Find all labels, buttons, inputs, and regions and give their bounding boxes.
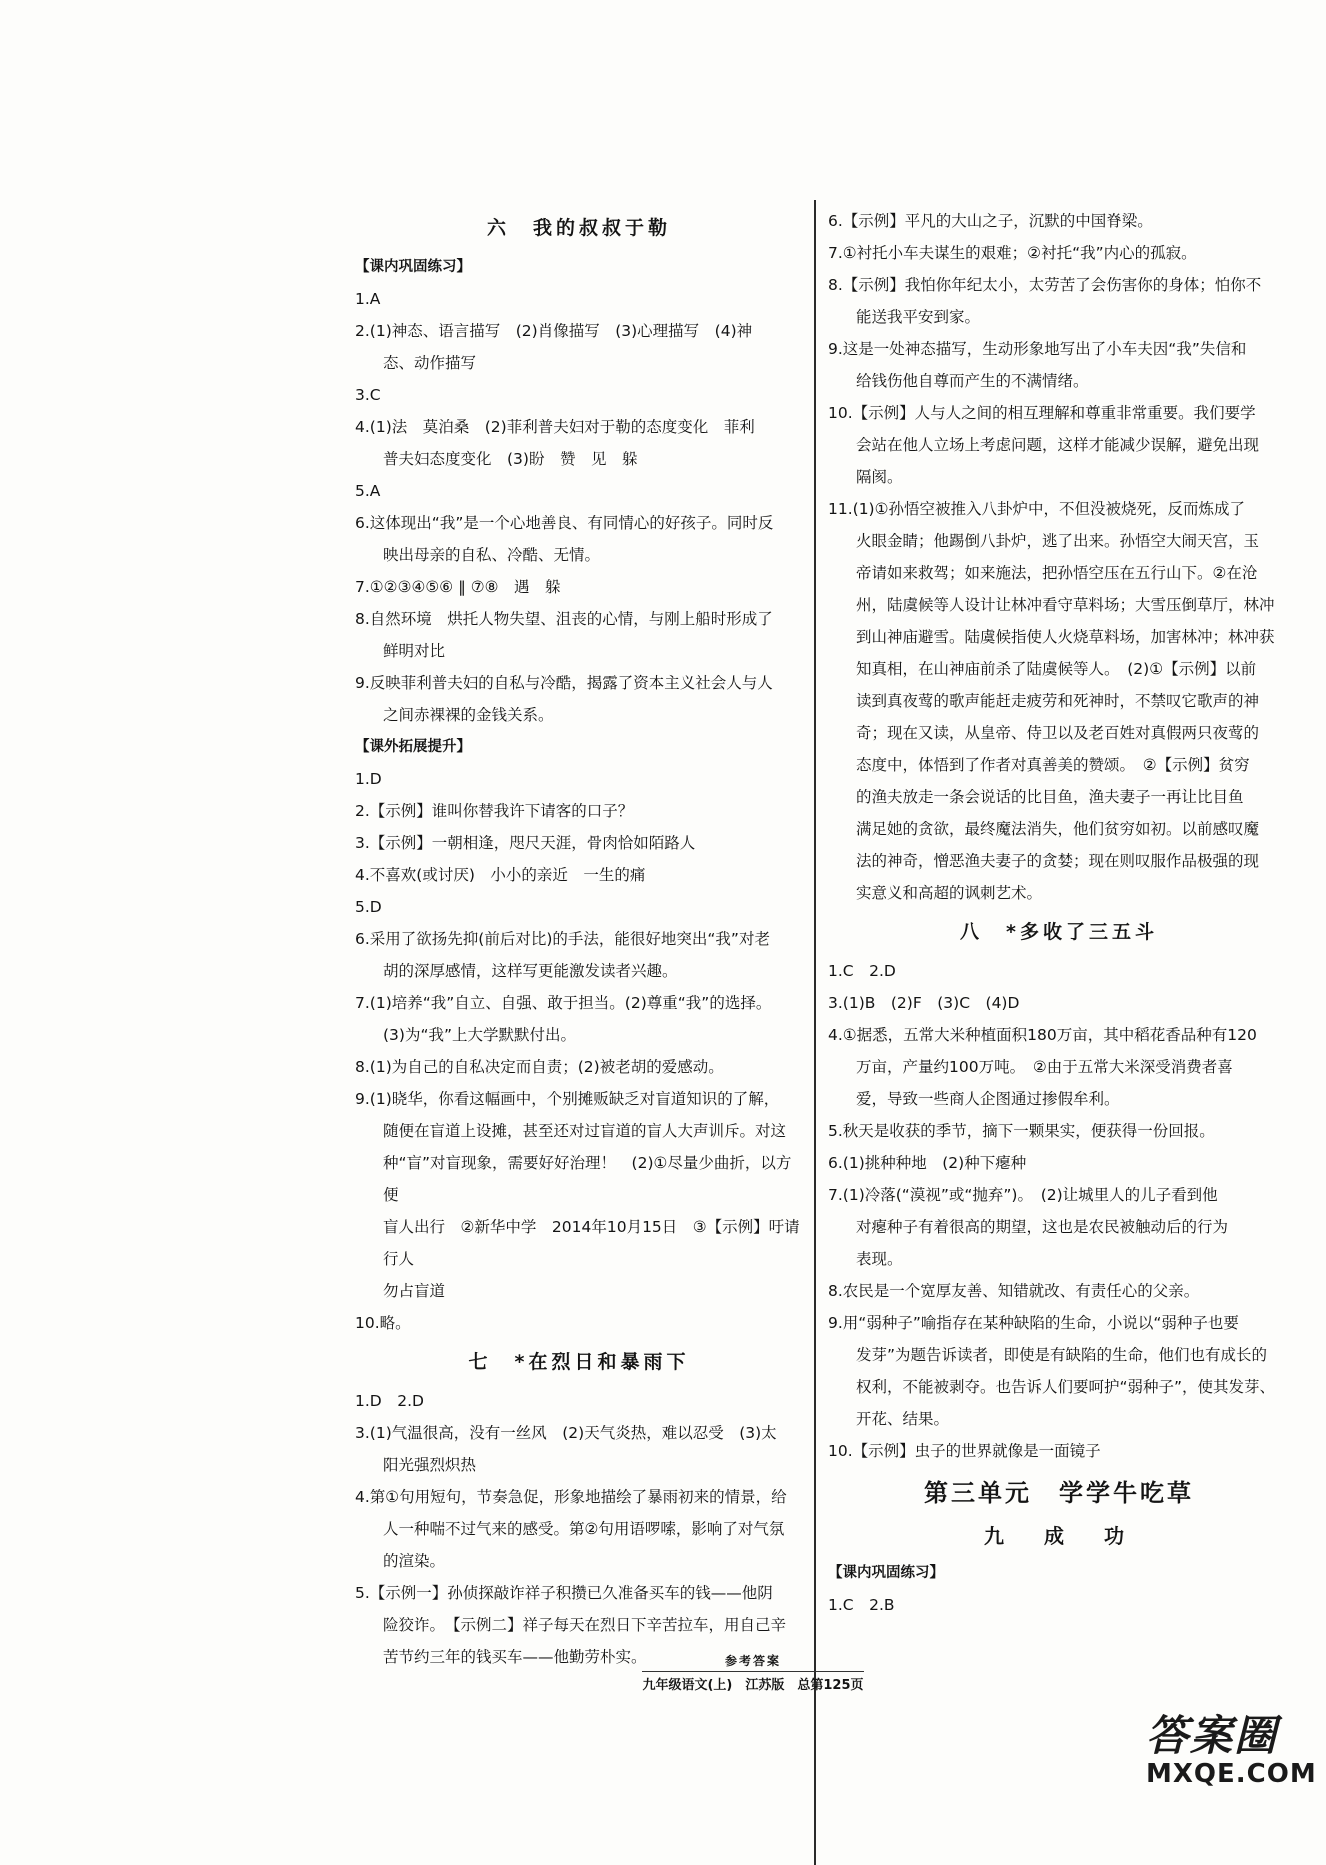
answer-line: 1.A	[355, 290, 381, 308]
answer-continuation-line: 苦节约三年的钱买车——他勤劳朴实。	[383, 1648, 647, 1666]
answer-line: 10.【示例】人与人之间的相互理解和尊重非常重要。我们要学	[828, 404, 1256, 422]
answer-line: 11.(1)①孙悟空被推入八卦炉中，不但没被烧死，反而炼成了	[828, 500, 1246, 518]
answer-continuation-line: 随便在盲道上设摊，甚至还对过盲道的盲人大声训斥。对这	[383, 1122, 787, 1140]
answer-continuation-line: 能送我平安到家。	[856, 308, 981, 326]
answer-item	[355, 1051, 803, 1083]
answer-continuation-line: 万亩，产量约100万吨。 ②由于五常大米深受消费者喜	[856, 1058, 1233, 1076]
answer-continuation-line: 给钱伤他自尊而产生的不满情绪。	[856, 372, 1089, 390]
answer-continuation-line: 胡的深厚感情，这样写更能激发读者兴趣。	[383, 962, 678, 980]
answer-continuation-line: 法的神奇，憎恶渔夫妻子的贪婪；现在则叹服作品极强的现	[856, 852, 1260, 870]
answer-continuation-line: 态、动作描写	[383, 354, 477, 372]
lesson7-continued-list	[828, 205, 1290, 909]
lesson9-title: 九 成 功	[984, 1524, 1134, 1548]
answer-continuation-line: (3)为“我”上大学默默付出。	[383, 1026, 577, 1044]
answer-line: 9.(1)晓华，你看这幅画中，个别摊贩缺乏对盲道知识的了解，	[355, 1090, 780, 1108]
answer-line: 1.D	[355, 770, 382, 788]
answer-continuation-line: 之间赤裸裸的金钱关系。	[383, 706, 554, 724]
answer-item	[355, 315, 803, 379]
answer-item	[355, 795, 803, 827]
left-column	[355, 205, 803, 1673]
answer-item	[828, 1019, 1290, 1115]
answer-continuation-line: 实意义和高超的讽刺艺术。	[856, 884, 1043, 902]
answer-continuation-line: 知真相，在山神庙前杀了陆虞候等人。 (2)①【示例】以前	[856, 660, 1257, 678]
answer-item	[828, 1275, 1290, 1307]
lesson9-list	[828, 1589, 1290, 1621]
answer-continuation-line: 普夫妇态度变化 (3)盼 赞 见 躲	[383, 450, 638, 468]
answer-continuation-line: 态度中，体悟到了作者对真善美的赞颂。 ②【示例】贫穷	[856, 756, 1250, 774]
answer-line: 5.秋天是收获的季节，摘下一颗果实，便获得一份回报。	[828, 1122, 1215, 1140]
answer-line: 8.农民是一个宽厚友善、知错就改、有责任心的父亲。	[828, 1282, 1200, 1300]
footer-page-info: 九年级语文(上) 江苏版 总第125页	[642, 1678, 864, 1693]
answer-line: 10.【示例】虫子的世界就像是一面镜子	[828, 1442, 1101, 1460]
answer-continuation-line: 开花、结果。	[856, 1410, 950, 1428]
lesson7-list	[355, 1385, 803, 1673]
answer-line: 1.C 2.B	[828, 1596, 895, 1614]
answer-line: 6.这体现出“我”是一个心地善良、有同情心的好孩子。同时反	[355, 514, 774, 532]
answer-continuation-line: 奇；现在又读，从皇帝、侍卫以及老百姓对真假两只夜莺的	[856, 724, 1260, 742]
answer-continuation-line: 人一种喘不过气来的感受。第②句用语啰嗦，影响了对气氛	[383, 1520, 785, 1538]
answer-line: 5.【示例一】孙侦探敲诈祥子积攒已久准备买车的钱——他阴	[355, 1584, 773, 1602]
answer-line: 10.略。	[355, 1314, 411, 1332]
answer-line: 6.【示例】平凡的大山之子，沉默的中国脊梁。	[828, 212, 1153, 230]
answer-item	[355, 987, 803, 1051]
right-column	[828, 205, 1290, 1621]
unit3-title: 第三单元 学学牛吃草	[924, 1479, 1194, 1507]
lesson6-inclass-heading: 【课内巩固练习】	[355, 259, 471, 275]
watermark-logo	[1146, 1711, 1317, 1790]
answer-item	[828, 397, 1290, 493]
answer-line: 9.这是一处神态描写，生动形象地写出了小车夫因“我”失信和	[828, 340, 1247, 358]
answer-item	[828, 237, 1290, 269]
watermark-title: 答案圈	[1146, 1711, 1279, 1760]
answer-item	[828, 1307, 1290, 1435]
column-divider	[814, 200, 816, 1865]
answer-item	[355, 1083, 803, 1307]
answer-item	[355, 571, 803, 603]
answer-continuation-line: 鲜明对比	[383, 642, 446, 660]
answer-item	[355, 283, 803, 315]
answer-item	[828, 1435, 1290, 1467]
lesson9-inclass-heading: 【课内巩固练习】	[828, 1565, 944, 1581]
answer-line: 9.用“弱种子”喻指存在某种缺陷的生命，小说以“弱种子也要	[828, 1314, 1239, 1332]
answer-line: 4.①据悉，五常大米种植面积180万亩，其中稻花香品种有120	[828, 1026, 1257, 1044]
answer-item	[828, 1147, 1290, 1179]
answer-continuation-line: 读到真夜莺的歌声能赶走疲劳和死神时，不禁叹它歌声的神	[856, 692, 1260, 710]
answer-item	[355, 603, 803, 667]
answer-continuation-line: 的渲染。	[383, 1552, 446, 1570]
answer-item	[355, 859, 803, 891]
lesson8-list	[828, 955, 1290, 1467]
answer-continuation-line: 隔阂。	[856, 468, 903, 486]
answer-line: 9.反映菲利普夫妇的自私与冷酷，揭露了资本主义社会人与人	[355, 674, 773, 692]
answer-line: 8.(1)为自己的自私决定而自责；(2)被老胡的爱感动。	[355, 1058, 724, 1076]
answer-continuation-line: 种“盲”对盲现象，需要好好治理！ (2)①尽量少曲折，以方便	[383, 1154, 792, 1204]
answer-line: 4.不喜欢(或讨厌) 小小的亲近 一生的痛	[355, 866, 646, 884]
answer-line: 8.【示例】我怕你年纪太小，太劳苦了会伤害你的身体；怕你不	[828, 276, 1262, 294]
answer-line: 3.C	[355, 386, 381, 404]
answer-continuation-line: 满足她的贪欲，最终魔法消失，他们贫穷如初。以前感叹魔	[856, 820, 1260, 838]
answer-item	[828, 205, 1290, 237]
answer-item	[355, 379, 803, 411]
answer-continuation-line: 会站在他人立场上考虑问题，这样才能减少误解，避免出现	[856, 436, 1260, 454]
lesson6-title: 六 我的叔叔于勒	[486, 217, 671, 239]
lesson6-outclass-heading: 【课外拓展提升】	[355, 739, 471, 755]
lesson7-title: 七 *在烈日和暴雨下	[468, 1351, 690, 1373]
answer-continuation-line: 映出母亲的自私、冷酷、无情。	[383, 546, 601, 564]
answer-line: 6.(1)挑种种地 (2)种下瘪种	[828, 1154, 1027, 1172]
answer-item	[355, 1481, 803, 1577]
answer-item	[355, 411, 803, 475]
answer-continuation-line: 爱，导致一些商人企图通过掺假牟利。	[856, 1090, 1120, 1108]
answer-item	[828, 1115, 1290, 1147]
answer-item	[828, 333, 1290, 397]
answer-continuation-line: 的渔夫放走一条会说话的比目鱼，渔夫妻子一再让比目鱼	[856, 788, 1244, 806]
answer-continuation-line: 发芽”为题告诉读者，即使是有缺陷的生命，他们也有成长的	[856, 1346, 1268, 1364]
answer-item	[828, 1179, 1290, 1275]
answer-item	[828, 987, 1290, 1019]
answer-continuation-line: 到山神庙避雪。陆虞候指使人火烧草料场，加害林冲；林冲获	[856, 628, 1275, 646]
answer-item	[828, 955, 1290, 987]
lesson8-title: 八 *多收了三五斗	[960, 921, 1158, 943]
answer-line: 3.(1)气温很高，没有一丝风 (2)天气炎热，难以忍受 (3)太	[355, 1424, 777, 1442]
answer-continuation-line: 盲人出行 ②新华中学 2014年10月15日 ③【示例】吁请行人	[383, 1218, 800, 1268]
answer-line: 4.(1)法 莫泊桑 (2)菲利普夫妇对于勒的态度变化 菲利	[355, 418, 755, 436]
answer-line: 7.①衬托小车夫谋生的艰难；②衬托“我”内心的孤寂。	[828, 244, 1197, 262]
answer-line: 7.①②③④⑤⑥ ‖ ⑦⑧ 遇 躲	[355, 578, 561, 596]
answer-item	[355, 923, 803, 987]
answer-line: 7.(1)冷落(“漠视”或“抛弃”)。 (2)让城里人的儿子看到他	[828, 1186, 1218, 1204]
answer-line: 5.D	[355, 898, 382, 916]
answer-item	[828, 269, 1290, 333]
answer-item	[355, 891, 803, 923]
answer-line: 5.A	[355, 482, 381, 500]
answer-item	[355, 1385, 803, 1417]
answer-item	[355, 827, 803, 859]
answer-continuation-line: 表现。	[856, 1250, 903, 1268]
answer-item	[355, 475, 803, 507]
answer-continuation-line: 勿占盲道	[383, 1282, 446, 1300]
answer-line: 1.C 2.D	[828, 962, 896, 980]
watermark-url: MXQE.COM	[1146, 1759, 1317, 1789]
lesson6-outclass-list	[355, 763, 803, 1339]
answer-line: 1.D 2.D	[355, 1392, 424, 1410]
answer-line: 2.【示例】谁叫你替我许下请客的口子？	[355, 802, 634, 820]
answer-item	[828, 493, 1290, 909]
answer-item	[355, 507, 803, 571]
answer-continuation-line: 帝请如来救驾；如来施法，把孙悟空压在五行山下。②在沧	[856, 564, 1258, 582]
answer-item	[828, 1589, 1290, 1621]
lesson6-inclass-list	[355, 283, 803, 731]
footer-label: 参考答案	[724, 1654, 781, 1668]
answer-continuation-line: 权利，不能被剥夺。也告诉人们要呵护“弱种子”，使其发芽、	[856, 1378, 1276, 1396]
answer-line: 4.第①句用短句，节奏急促，形象地描绘了暴雨初来的情景，给	[355, 1488, 787, 1506]
answer-item	[355, 1307, 803, 1339]
answer-line: 7.(1)培养“我”自立、自强、敢于担当。(2)尊重“我”的选择。	[355, 994, 772, 1012]
answer-continuation-line: 险狡诈。 【示例二】祥子每天在烈日下辛苦拉车，用自己辛	[383, 1616, 787, 1634]
answer-item	[355, 1577, 803, 1673]
answer-line: 6.采用了欲扬先抑(前后对比)的手法，能很好地突出“我”对老	[355, 930, 770, 948]
answer-continuation-line: 州，陆虞候等人设计让林冲看守草料场；大雪压倒草厅，林冲	[856, 596, 1275, 614]
answer-item	[355, 1417, 803, 1481]
answer-line: 3.(1)B (2)F (3)C (4)D	[828, 994, 1020, 1012]
answer-continuation-line: 火眼金睛；他踢倒八卦炉，逃了出来。孙悟空大闹天宫，玉	[856, 532, 1260, 550]
answer-item	[355, 667, 803, 731]
answer-continuation-line: 对瘪种子有着很高的期望，这也是农民被触动后的行为	[856, 1218, 1229, 1236]
answer-line: 2.(1)神态、语言描写 (2)肖像描写 (3)心理描写 (4)神	[355, 322, 753, 340]
answer-item	[355, 763, 803, 795]
answer-continuation-line: 阳光强烈炽热	[383, 1456, 477, 1474]
answer-line: 3.【示例】一朝相逢，咫尺天涯，骨肉恰如陌路人	[355, 834, 696, 852]
answer-line: 8.自然环境 烘托人物失望、沮丧的心情，与刚上船时形成了	[355, 610, 773, 628]
